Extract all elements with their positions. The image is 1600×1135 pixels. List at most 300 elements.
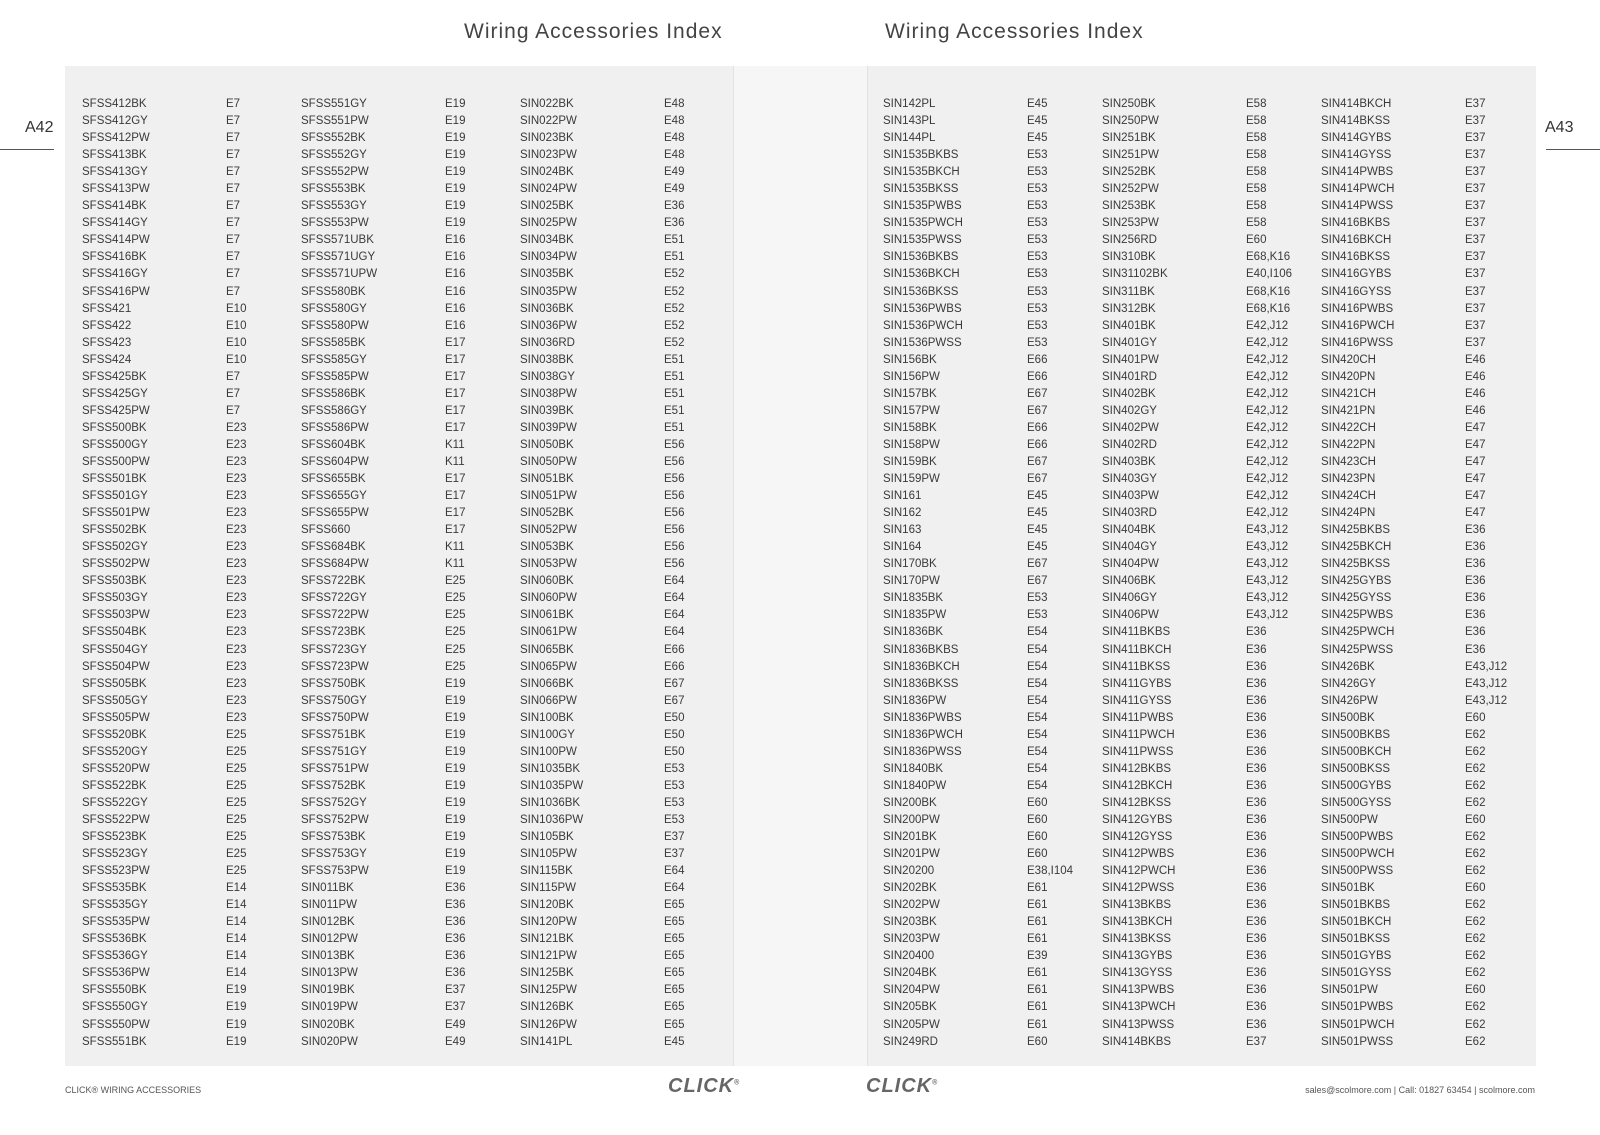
product-code: SIN157PW (883, 404, 940, 417)
product-code: SIN143PL (883, 115, 936, 128)
product-code: SFSS505GY (82, 694, 148, 707)
product-code: SIN411GYBS (1102, 677, 1172, 690)
product-code: SIN412BKBS (1102, 762, 1172, 775)
page-reference: E67 (1027, 387, 1048, 400)
page-reference: E52 (664, 268, 685, 281)
product-code: SIN403PW (1102, 490, 1159, 503)
page-reference: E36 (664, 200, 685, 213)
page-reference: E53 (1027, 609, 1048, 622)
page-reference: E14 (226, 933, 247, 946)
page-reference: E19 (445, 728, 466, 741)
product-code: SIN413GYSS (1102, 967, 1173, 980)
page-reference: E36 (1465, 575, 1486, 588)
product-code: SIN423PN (1321, 473, 1376, 486)
product-code: SIN414GYBS (1321, 132, 1392, 145)
product-code: SIN500BKCH (1321, 745, 1392, 758)
product-code: SFSS753BK (301, 831, 366, 844)
product-code: SIN1836BKCH (883, 660, 960, 673)
product-code: SIN249RD (883, 1035, 938, 1048)
page-reference: E25 (226, 796, 247, 809)
index-panel-right (868, 66, 1536, 1066)
product-code: SIN416GYSS (1321, 285, 1392, 298)
product-code: SIN413GYBS (1102, 950, 1173, 963)
product-code: SIN158BK (883, 421, 937, 434)
page-reference: E23 (226, 507, 247, 520)
page-reference: E36 (445, 967, 466, 980)
product-code: SFSS585PW (301, 370, 369, 383)
product-code: SIN250PW (1102, 115, 1159, 128)
product-code: SIN251BK (1102, 132, 1156, 145)
page-reference: E43,J12 (1246, 575, 1289, 588)
page-reference: E23 (226, 694, 247, 707)
page-reference: E49 (445, 1035, 466, 1048)
page-reference: E23 (226, 438, 247, 451)
page-reference: E45 (1027, 490, 1048, 503)
product-code: SIN413PWSS (1102, 1018, 1175, 1031)
page-reference: E53 (1027, 217, 1048, 230)
page-reference: E36 (1246, 916, 1267, 929)
page-reference: E68,K16 (1246, 302, 1291, 315)
product-code: SFSS412GY (82, 115, 148, 128)
product-code: SIN416BKBS (1321, 217, 1391, 230)
product-code: SIN012BK (301, 916, 355, 929)
page-reference: E68,K16 (1246, 251, 1291, 264)
product-code: SIN1536BKCH (883, 268, 960, 281)
product-code: SIN401PW (1102, 353, 1159, 366)
page-reference: E36 (1246, 694, 1267, 707)
page-reference: E61 (1027, 899, 1048, 912)
page-reference: E17 (445, 507, 466, 520)
page-reference: E36 (1246, 1001, 1267, 1014)
product-code: SFSS586GY (301, 404, 367, 417)
product-code: SIN051BK (520, 473, 574, 486)
product-code: SFSS750BK (301, 677, 366, 690)
page-reference: E19 (445, 149, 466, 162)
product-code: SIN157BK (883, 387, 937, 400)
page-number-rule-right (1546, 149, 1600, 150)
product-code: SIN501BKSS (1321, 933, 1391, 946)
page-reference: E67 (664, 677, 685, 690)
product-code: SIN414PWBS (1321, 166, 1394, 179)
product-code: SIN126BK (520, 1001, 574, 1014)
product-code: SIN051PW (520, 490, 577, 503)
page-reference: E58 (1246, 183, 1267, 196)
product-code: SFSS413PW (82, 183, 150, 196)
page-reference: E16 (445, 319, 466, 332)
page-reference: E17 (445, 336, 466, 349)
page-reference: E60 (1027, 1035, 1048, 1048)
page-reference: E53 (1027, 149, 1048, 162)
page-reference: E54 (1027, 745, 1048, 758)
page-reference: E37 (1465, 251, 1486, 264)
page-reference: E53 (664, 779, 685, 792)
product-code: SIN411GYSS (1102, 694, 1172, 707)
product-code: SIN500GYSS (1321, 796, 1392, 809)
page-reference: E43,J12 (1246, 541, 1289, 554)
page-reference: E60 (1465, 813, 1486, 826)
page-reference: E36 (1246, 933, 1267, 946)
product-code: SIN426PW (1321, 694, 1378, 707)
page-reference: E43,J12 (1246, 609, 1289, 622)
product-code: SFSS752GY (301, 796, 367, 809)
product-code: SIN100GY (520, 728, 575, 741)
product-code: SIN011PW (301, 899, 358, 912)
page-reference: E47 (1465, 455, 1486, 468)
product-code: SFSS416GY (82, 268, 148, 281)
page-reference: E50 (664, 745, 685, 758)
page-reference: E36 (1246, 984, 1267, 997)
page-reference: E51 (664, 353, 685, 366)
product-code: SIN1840PW (883, 779, 947, 792)
product-code: SIN035BK (520, 268, 574, 281)
page-reference: E42,J12 (1246, 490, 1289, 503)
product-code: SIN156PW (883, 370, 940, 383)
product-code: SIN159BK (883, 455, 937, 468)
page-reference: E36 (1465, 609, 1486, 622)
page-reference: E36 (1246, 728, 1267, 741)
page-reference: E58 (1246, 149, 1267, 162)
product-code: SIN1835BK (883, 592, 944, 605)
page-reference: E47 (1465, 438, 1486, 451)
product-code: SFSS503BK (82, 575, 147, 588)
product-code: SIN159PW (883, 473, 940, 486)
page-reference: E36 (1465, 558, 1486, 571)
page-reference: E23 (226, 711, 247, 724)
page-reference: E53 (1027, 319, 1048, 332)
product-code: SIN203BK (883, 916, 937, 929)
product-code: SIN413BKCH (1102, 916, 1173, 929)
product-code: SFSS500GY (82, 438, 148, 451)
gutter-divider-left (733, 66, 734, 1066)
product-code: SFSS536GY (82, 950, 148, 963)
product-code: SIN020BK (301, 1018, 355, 1031)
product-code: SIN414BKSS (1321, 115, 1391, 128)
product-code: SIN500BK (1321, 711, 1375, 724)
page-reference: K11 (445, 455, 465, 468)
page-reference: E7 (226, 166, 241, 179)
page-reference: E49 (664, 166, 685, 179)
product-code: SIN403BK (1102, 455, 1156, 468)
page-reference: E67 (1027, 455, 1048, 468)
page-reference: E53 (1027, 592, 1048, 605)
page-reference: E39 (1027, 950, 1048, 963)
product-code: SFSS520GY (82, 745, 148, 758)
product-code: SIN414BKCH (1321, 98, 1392, 110)
product-code: SIN012PW (301, 933, 358, 946)
page-reference: E42,J12 (1246, 387, 1289, 400)
product-code: SIN100BK (520, 711, 574, 724)
product-code: SIN500GYBS (1321, 779, 1392, 792)
page-reference: E23 (226, 575, 247, 588)
product-code: SIN201PW (883, 848, 940, 861)
product-code: SIN024PW (520, 183, 577, 196)
logo-registered-mark: ® (932, 1079, 939, 1087)
product-code: SIN425PWSS (1321, 643, 1394, 656)
product-code: SIN1836PW (883, 694, 947, 707)
product-code: SIN1036PW (520, 813, 584, 826)
product-code: SIN061BK (520, 609, 574, 622)
product-code: SIN253PW (1102, 217, 1159, 230)
page-reference: E36 (445, 899, 466, 912)
product-code: SIN416BKCH (1321, 234, 1392, 247)
page-reference: E49 (664, 183, 685, 196)
page-reference: E36 (1246, 813, 1267, 826)
product-code: SIN100PW (520, 745, 577, 758)
product-code: SFSS660 (301, 524, 351, 537)
page-reference: E53 (1027, 302, 1048, 315)
logo-text: CLICK (668, 1075, 735, 1097)
page-reference: E25 (445, 626, 466, 639)
product-code: SIN1535BKCH (883, 166, 960, 179)
page-reference: E50 (664, 711, 685, 724)
product-code: SIN424PN (1321, 507, 1376, 520)
product-code: SFSS500BK (82, 421, 147, 434)
product-code: SFSS585GY (301, 353, 367, 366)
product-code: SFSS752BK (301, 779, 366, 792)
page-reference: E64 (664, 609, 685, 622)
page-reference: E17 (445, 387, 466, 400)
page-reference: E65 (664, 1001, 685, 1014)
product-code: SFSS580PW (301, 319, 369, 332)
page-reference: E56 (664, 438, 685, 451)
page-reference: E60 (1027, 813, 1048, 826)
product-code: SFSS416PW (82, 285, 150, 298)
page-reference: E66 (1027, 438, 1048, 451)
page-reference: E51 (664, 370, 685, 383)
product-code: SFSS684PW (301, 558, 369, 571)
page-reference: E16 (445, 234, 466, 247)
page-reference: E25 (226, 779, 247, 792)
spine-gutter (733, 66, 868, 1066)
page-reference: E64 (664, 882, 685, 895)
product-code: SIN413BKBS (1102, 899, 1172, 912)
page-reference: E23 (226, 421, 247, 434)
page-reference: E56 (664, 507, 685, 520)
page-reference: E7 (226, 98, 241, 110)
page-reference: E52 (664, 285, 685, 298)
product-code: SIN203PW (883, 933, 940, 946)
product-code: SIN038BK (520, 353, 574, 366)
product-code: SIN412BKCH (1102, 779, 1173, 792)
page-reference: E51 (664, 234, 685, 247)
logo-text: CLICK (866, 1075, 933, 1097)
product-code: SIN200BK (883, 796, 937, 809)
product-code: SIN500PW (1321, 813, 1378, 826)
page-reference: E19 (445, 711, 466, 724)
product-code: SIN404BK (1102, 524, 1156, 537)
page-reference: E67 (1027, 473, 1048, 486)
page-reference: E61 (1027, 1001, 1048, 1014)
product-code: SIN125BK (520, 967, 574, 980)
product-code: SFSS412PW (82, 132, 150, 145)
product-code: SIN121PW (520, 950, 577, 963)
product-code: SFSS655BK (301, 473, 366, 486)
page-reference: E37 (1465, 115, 1486, 128)
product-code: SFSS571UBK (301, 234, 374, 247)
product-code: SFSS550BK (82, 984, 147, 997)
product-code: SIN1535PWBS (883, 200, 962, 213)
page-reference: E36 (1246, 899, 1267, 912)
product-code: SIN411PWSS (1102, 745, 1174, 758)
page-reference: E36 (664, 217, 685, 230)
page-reference: E19 (445, 183, 466, 196)
page-reference: E58 (1246, 200, 1267, 213)
page-reference: E17 (445, 524, 466, 537)
page-reference: E19 (445, 132, 466, 145)
product-code: SIN414PWSS (1321, 200, 1394, 213)
page-reference: E19 (226, 1001, 247, 1014)
page-reference: E62 (1465, 831, 1486, 844)
product-code: SIN312BK (1102, 302, 1156, 315)
page-reference: E62 (1465, 796, 1486, 809)
product-code: SIN401GY (1102, 336, 1157, 349)
product-code: SIN416GYBS (1321, 268, 1392, 281)
product-code: SIN422CH (1321, 421, 1376, 434)
product-code: SIN425PWBS (1321, 609, 1394, 622)
product-code: SFSS502GY (82, 541, 148, 554)
page-reference: E52 (664, 302, 685, 315)
page-reference: E36 (1465, 524, 1486, 537)
product-code: SIN156BK (883, 353, 937, 366)
product-code: SIN402PW (1102, 421, 1159, 434)
product-code: SIN403RD (1102, 507, 1157, 520)
product-code: SIN412GYBS (1102, 813, 1173, 826)
page-reference: E17 (445, 353, 466, 366)
page-reference: E65 (664, 899, 685, 912)
product-code: SIN411PWBS (1102, 711, 1174, 724)
product-code: SFSS535BK (82, 882, 147, 895)
product-code: SFSS586BK (301, 387, 366, 400)
product-code: SIN034BK (520, 234, 574, 247)
page-reference: E62 (1465, 728, 1486, 741)
product-code: SIN425GYBS (1321, 575, 1392, 588)
page-reference: E25 (445, 643, 466, 656)
product-code: SIN163 (883, 524, 922, 537)
page-reference: E56 (664, 455, 685, 468)
page-reference: E51 (664, 387, 685, 400)
product-code: SIN310BK (1102, 251, 1156, 264)
product-code: SIN024BK (520, 166, 574, 179)
page-reference: E23 (226, 541, 247, 554)
page-reference: E60 (1027, 848, 1048, 861)
page-reference: E23 (226, 626, 247, 639)
product-code: SFSS505PW (82, 711, 150, 724)
product-code: SIN065PW (520, 660, 577, 673)
product-code: SIN20400 (883, 950, 935, 963)
page-reference: E60 (1465, 984, 1486, 997)
page-reference: E14 (226, 899, 247, 912)
page-reference: E23 (226, 490, 247, 503)
page-reference: E36 (1246, 1018, 1267, 1031)
footer-contact[interactable]: sales@scolmore.com | Call: 01827 63454 | scolmore.com (1305, 1085, 1535, 1095)
page-reference: E19 (445, 745, 466, 758)
product-code: SIN501PWCH (1321, 1018, 1395, 1031)
page-reference: E36 (1246, 865, 1267, 878)
page-reference: E14 (226, 882, 247, 895)
product-code: SIN1035BK (520, 762, 581, 775)
page-reference: E53 (1027, 200, 1048, 213)
page-reference: E10 (226, 302, 247, 315)
product-code: SFSS536PW (82, 967, 150, 980)
product-code: SIN501PWSS (1321, 1035, 1394, 1048)
page-reference: E19 (445, 677, 466, 690)
page-reference: E37 (664, 831, 685, 844)
product-code: SIN411BKSS (1102, 660, 1171, 673)
product-code: SIN500PWSS (1321, 865, 1394, 878)
product-code: SFSS750GY (301, 694, 367, 707)
product-code: SFSS722GY (301, 592, 367, 605)
page-reference: E62 (1465, 916, 1486, 929)
page-reference: E45 (1027, 98, 1048, 110)
product-code: SIN413PWBS (1102, 984, 1175, 997)
page-reference: E64 (664, 865, 685, 878)
page-reference: E42,J12 (1246, 319, 1289, 332)
product-code: SFSS751PW (301, 762, 369, 775)
page-reference: E7 (226, 268, 241, 281)
page-reference: E54 (1027, 677, 1048, 690)
product-code: SFSS550GY (82, 1001, 148, 1014)
product-code: SIN035PW (520, 285, 577, 298)
page-reference: E60 (1465, 882, 1486, 895)
product-code: SIN025PW (520, 217, 577, 230)
click-logo-left (668, 1075, 740, 1098)
page-reference: E53 (1027, 336, 1048, 349)
product-code: SIN019BK (301, 984, 355, 997)
product-code: SIN414BKBS (1102, 1035, 1172, 1048)
page-reference: E51 (664, 404, 685, 417)
product-code: SIN121BK (520, 933, 574, 946)
product-code: SIN425GYSS (1321, 592, 1392, 605)
product-code: SIN426BK (1321, 660, 1375, 673)
product-code: SIN1535PWCH (883, 217, 963, 230)
page-reference: E14 (226, 916, 247, 929)
page-reference: E65 (664, 950, 685, 963)
page-reference: E65 (664, 916, 685, 929)
product-code: SIN013BK (301, 950, 355, 963)
product-code: SIN251PW (1102, 149, 1159, 162)
product-code: SFSS723PW (301, 660, 369, 673)
page-reference: E42,J12 (1246, 421, 1289, 434)
product-code: SFSS722BK (301, 575, 366, 588)
product-code: SFSS425GY (82, 387, 148, 400)
product-code: SIN425PWCH (1321, 626, 1395, 639)
product-code: SFSS413GY (82, 166, 148, 179)
page-reference: E36 (445, 950, 466, 963)
product-code: SIN412PWCH (1102, 865, 1176, 878)
page-reference: E48 (664, 132, 685, 145)
page-reference: E19 (445, 98, 466, 110)
page-reference: E37 (1465, 319, 1486, 332)
product-code: SIN1536BKBS (883, 251, 959, 264)
page-reference: E62 (1465, 779, 1486, 792)
product-code: SFSS655GY (301, 490, 367, 503)
page-reference: E17 (445, 490, 466, 503)
page-reference: E53 (1027, 251, 1048, 264)
page-reference: E48 (664, 115, 685, 128)
product-code: SIN105PW (520, 848, 577, 861)
product-code: SIN413PWCH (1102, 1001, 1176, 1014)
product-code: SIN1536PWSS (883, 336, 962, 349)
product-code: SFSS751BK (301, 728, 366, 741)
product-code: SIN412PWBS (1102, 848, 1175, 861)
page-reference: E7 (226, 251, 241, 264)
product-code: SFSS414PW (82, 234, 150, 247)
page-reference: E61 (1027, 967, 1048, 980)
product-code: SIN416BKSS (1321, 251, 1391, 264)
product-code: SFSS753GY (301, 848, 367, 861)
page-reference: E36 (1246, 796, 1267, 809)
page-reference: E19 (226, 1018, 247, 1031)
